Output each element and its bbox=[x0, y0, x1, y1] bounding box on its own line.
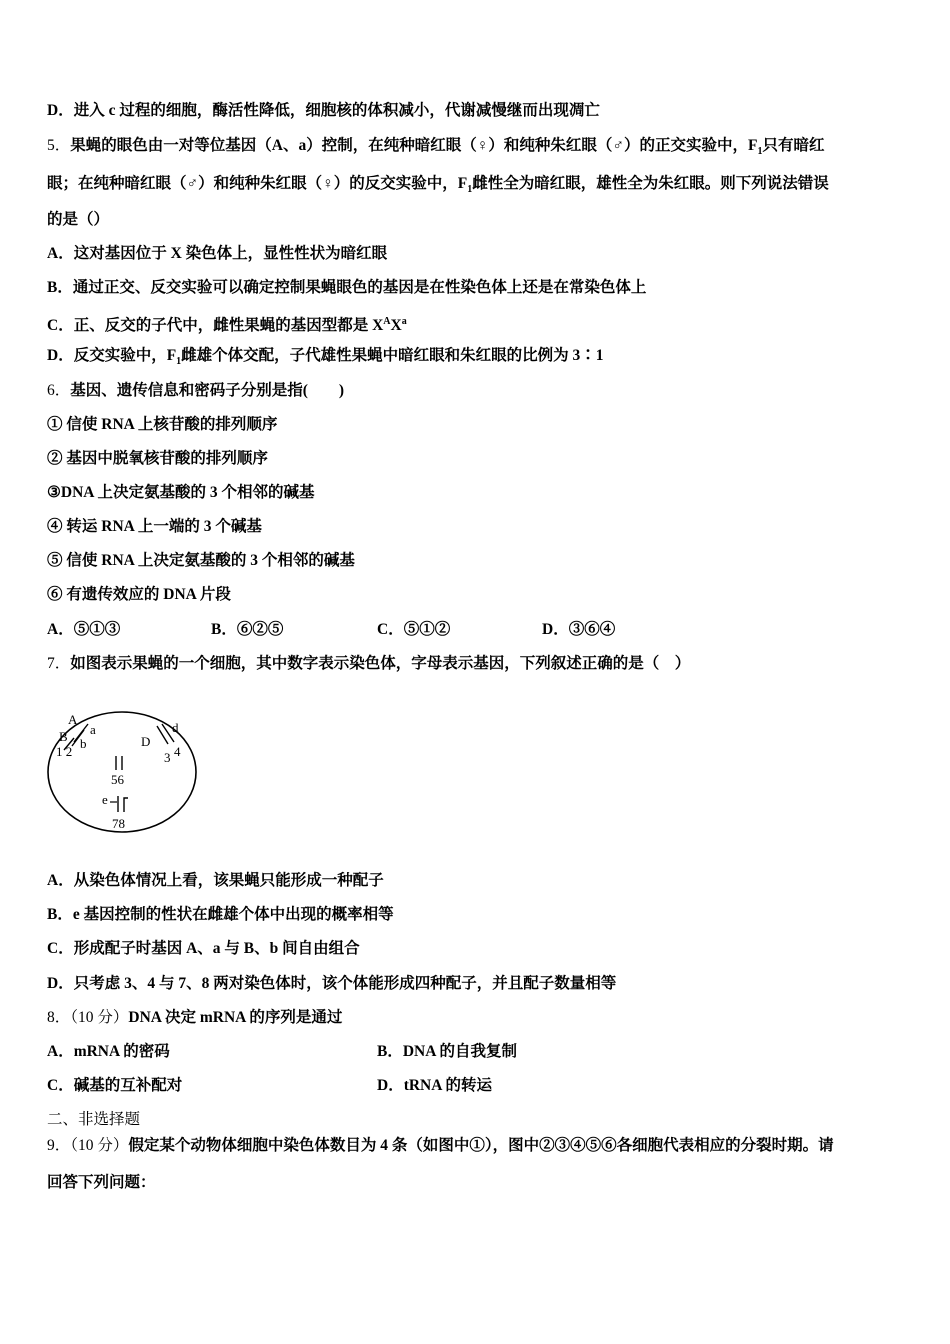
chromosome-4-label: 4 bbox=[174, 744, 181, 759]
q6-item-2: ② 基因中脱氧核苷酸的排列顺序 bbox=[47, 450, 268, 467]
q6-item-3: ③DNA 上决定氨基酸的 3 个相邻的碱基 bbox=[47, 484, 315, 501]
q5-number: 5． bbox=[47, 137, 71, 154]
q5-option-b: B．通过正交、反交实验可以确定控制果蝇眼色的基因是在性染色体上还是在常染色体上 bbox=[47, 279, 647, 296]
q5-option-d: D．反交实验中，$F_1$雌雄个体交配，子代雄性果蝇中暗红眼和朱红眼的比例为 3∶1 bbox=[47, 347, 604, 368]
chromosome-5-6-label: 56 bbox=[111, 772, 124, 787]
q7-stem: 7．如图表示果蝇的一个细胞，其中数字表示染色体，字母表示基因，下列叙述正确的是（ ） bbox=[47, 655, 691, 672]
cell-svg bbox=[44, 706, 200, 834]
q5-stem-line1: 5．果蝇的眼色由一对等位基因（A、a）控制，在纯种暗红眼（♀）和纯种朱红眼（♂）的正交实验中，$F_1$只有暗红 bbox=[47, 137, 825, 158]
q9-stem-line1: 9．（10 分）假定某个动物体细胞中染色体数目为 4 条（如图中①），图中②③④⑤⑥各细胞代表相应的分裂时期。请 bbox=[47, 1137, 834, 1154]
q9-number: 9． bbox=[47, 1137, 71, 1154]
q6-option-d: D．③⑥④ bbox=[542, 621, 616, 638]
gene-e-label: e bbox=[102, 792, 108, 807]
q8-option-b: B．DNA 的自我复制 bbox=[377, 1043, 517, 1060]
q6-option-c: C．⑤①② bbox=[377, 621, 451, 638]
q6-option-a: A．⑤①③ bbox=[47, 621, 121, 638]
q7-option-c: C．形成配子时基因 A、a 与 B、b 间自由组合 bbox=[47, 940, 360, 957]
q6-stem: 6．基因、遗传信息和密码子分别是指( ) bbox=[47, 382, 345, 399]
gene-a-label: a bbox=[90, 722, 96, 737]
chromosome-7-8-label: 78 bbox=[112, 816, 125, 831]
gene-B-label: B bbox=[59, 729, 68, 744]
q6-option-b: B．⑥②⑤ bbox=[211, 621, 284, 638]
gene-d-label: d bbox=[172, 720, 179, 735]
q9-stem-line2: 回答下列问题： bbox=[47, 1174, 156, 1191]
q6-number: 6． bbox=[47, 382, 71, 399]
chromosome-8 bbox=[124, 798, 128, 812]
q6-item-1: ① 信使 RNA 上核苷酸的排列顺序 bbox=[47, 416, 278, 433]
chromosome-1-2-label: 1 2 bbox=[56, 744, 73, 759]
q6-item-5: ⑤ 信使 RNA 上决定氨基酸的 3 个相邻的碱基 bbox=[47, 552, 355, 569]
q5-stem-line3: 的是（） bbox=[47, 211, 110, 228]
gene-b-label: b bbox=[80, 736, 87, 751]
q6-item-6: ⑥ 有遗传效应的 DNA 片段 bbox=[47, 586, 231, 603]
chromosome-3 bbox=[157, 726, 168, 744]
cell-chromosome-diagram bbox=[44, 706, 200, 834]
q5-stem-line2: 眼；在纯种暗红眼（♂）和纯种朱红眼（♀）的反交实验中，$F_1$雌性全为暗红眼，雄性全为朱红眼。则下列说法错误 bbox=[47, 175, 829, 196]
q6-item-4: ④ 转运 RNA 上一端的 3 个碱基 bbox=[47, 518, 262, 535]
q8-number: 8． bbox=[47, 1009, 71, 1026]
q8-stem: 8．（10 分）DNA 决定 mRNA 的序列是通过 bbox=[47, 1009, 343, 1026]
q5-option-a: A．这对基因位于 X 染色体上，显性性状为暗红眼 bbox=[47, 245, 388, 262]
q8-option-c: C．碱基的互补配对 bbox=[47, 1077, 183, 1094]
q8-points: （10 分） bbox=[70, 1009, 129, 1026]
q7-number: 7． bbox=[47, 655, 71, 672]
q7-option-d: D．只考虑 3、4 与 7、8 两对染色体时，该个体能形成四种配子，并且配子数量相等 bbox=[47, 975, 617, 992]
q4-option-d: D．进入 c 过程的细胞，酶活性降低，细胞核的体积减小，代谢减慢继而出现凋亡 bbox=[47, 102, 600, 119]
gene-D-label: D bbox=[141, 734, 151, 749]
chromosome-3-label: 3 bbox=[164, 750, 171, 765]
q9-points: （10 分） bbox=[70, 1137, 129, 1154]
q8-option-a: A．mRNA 的密码 bbox=[47, 1043, 170, 1060]
q7-option-b: B．e 基因控制的性状在雌雄个体中出现的概率相等 bbox=[47, 906, 394, 923]
q8-option-d: D．tRNA 的转运 bbox=[377, 1077, 492, 1094]
q5-option-c: C．正、反交的子代中，雌性果蝇的基因型都是 $X^AX^a$ bbox=[47, 316, 407, 335]
q7-option-a: A．从染色体情况上看，该果蝇只能形成一种配子 bbox=[47, 872, 384, 889]
section-2-heading: 二、非选择题 bbox=[47, 1111, 141, 1128]
gene-A-label: A bbox=[68, 712, 78, 727]
